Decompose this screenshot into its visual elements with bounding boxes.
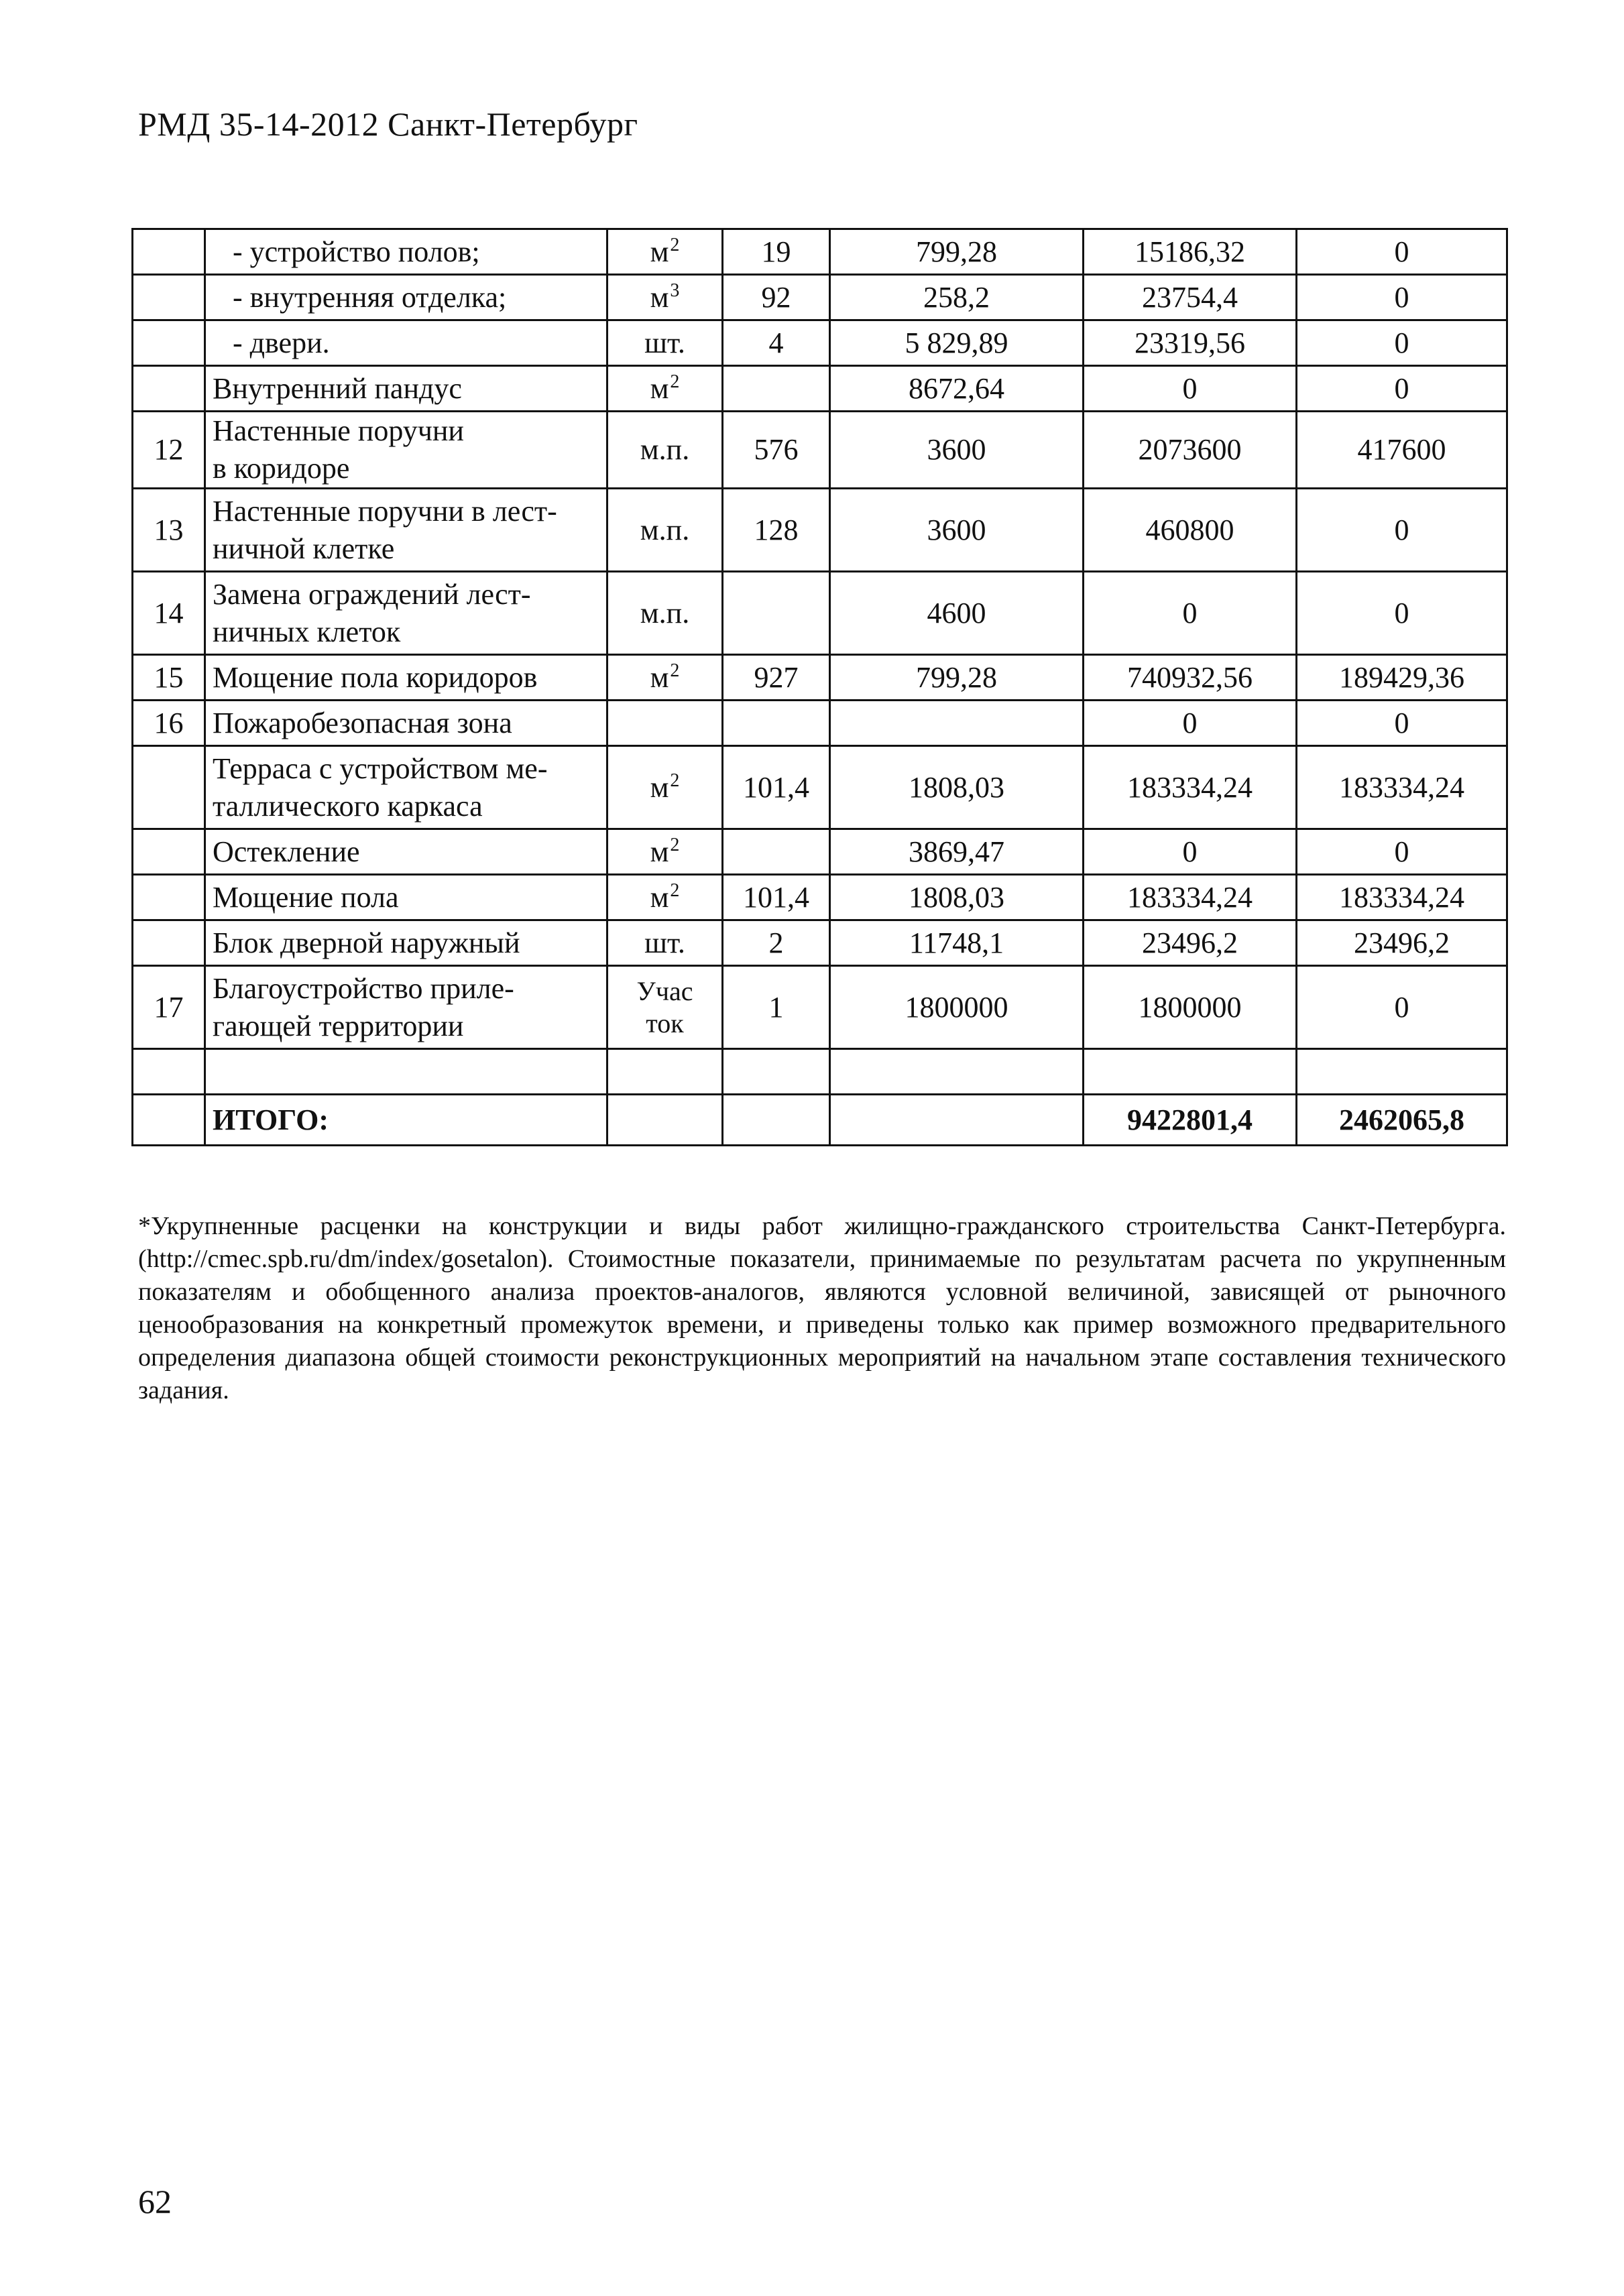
row-unit-price: 1808,03 — [830, 875, 1084, 920]
row-cost: 23754,4 — [1084, 275, 1297, 320]
row-quantity: 4 — [723, 320, 830, 366]
row-unit-line: Учас — [636, 975, 693, 1006]
row-cost-secondary: 0 — [1297, 701, 1507, 746]
table-row — [133, 489, 1507, 572]
table-row — [133, 875, 1507, 920]
row-cost: 183334,24 — [1084, 746, 1297, 829]
unit-superscript: 3 — [670, 280, 680, 301]
row-name-line: Настенные поручни в лест- — [213, 494, 557, 528]
row-name-line: - внутренняя отделка; — [233, 280, 507, 314]
unit-text: м — [650, 235, 669, 268]
row-name — [205, 746, 607, 829]
unit-text: м.п. — [640, 513, 690, 546]
row-unit — [607, 875, 723, 920]
row-cost-secondary: 2462065,8 — [1297, 1095, 1507, 1146]
row-name-line: Мощение пола — [213, 880, 399, 914]
row-name-line: ничных клеток — [213, 615, 401, 648]
row-cost-secondary: 0 — [1297, 966, 1507, 1049]
unit-superscript: 2 — [670, 234, 680, 255]
row-unit — [607, 920, 723, 966]
row-unit-price: 799,28 — [830, 655, 1084, 701]
row-name-line: Внутренний пандус — [213, 371, 462, 405]
row-cost: 0 — [1084, 572, 1297, 655]
row-name-line: Блок дверной наружный — [213, 926, 520, 959]
unit-text: м — [650, 660, 669, 694]
row-quantity — [723, 1049, 830, 1095]
row-name — [205, 655, 607, 701]
table-row — [133, 966, 1507, 1049]
row-quantity: 128 — [723, 489, 830, 572]
row-unit-price — [830, 701, 1084, 746]
unit-superscript: 2 — [670, 660, 680, 681]
row-number: 14 — [133, 572, 205, 655]
row-cost: 460800 — [1084, 489, 1297, 572]
row-unit-price: 3600 — [830, 489, 1084, 572]
unit-text: м.п. — [640, 596, 690, 629]
row-cost-secondary: 189429,36 — [1297, 655, 1507, 701]
row-unit — [607, 746, 723, 829]
row-name-line: Замена ограждений лест- — [213, 577, 531, 611]
row-unit-price: 3869,47 — [830, 829, 1084, 875]
table-row — [133, 1049, 1507, 1095]
row-name — [205, 229, 607, 275]
row-quantity: 576 — [723, 412, 830, 489]
row-name — [205, 320, 607, 366]
row-unit-price: 258,2 — [830, 275, 1084, 320]
table-row — [133, 1095, 1507, 1146]
table-row — [133, 366, 1507, 412]
row-cost: 0 — [1084, 366, 1297, 412]
row-quantity: 1 — [723, 966, 830, 1049]
row-number — [133, 875, 205, 920]
row-cost: 0 — [1084, 829, 1297, 875]
row-name — [205, 701, 607, 746]
row-number — [133, 1095, 205, 1146]
table-row — [133, 412, 1507, 489]
row-unit-price — [830, 1049, 1084, 1095]
row-number: 16 — [133, 701, 205, 746]
row-number: 15 — [133, 655, 205, 701]
row-unit-line: ток — [646, 1008, 684, 1038]
unit-superscript: 2 — [670, 770, 680, 791]
row-unit — [607, 412, 723, 489]
row-name — [205, 412, 607, 489]
row-unit — [607, 701, 723, 746]
table-row — [133, 275, 1507, 320]
row-name — [205, 875, 607, 920]
row-unit — [607, 572, 723, 655]
table-row — [133, 746, 1507, 829]
row-number — [133, 746, 205, 829]
row-quantity: 927 — [723, 655, 830, 701]
row-number: 13 — [133, 489, 205, 572]
row-cost-secondary: 0 — [1297, 229, 1507, 275]
row-quantity: 92 — [723, 275, 830, 320]
row-quantity — [723, 829, 830, 875]
row-cost: 23319,56 — [1084, 320, 1297, 366]
table-row — [133, 572, 1507, 655]
row-cost-secondary: 0 — [1297, 572, 1507, 655]
row-name-line: гающей территории — [213, 1009, 464, 1042]
row-unit-price: 3600 — [830, 412, 1084, 489]
cost-estimate-table — [131, 228, 1508, 1146]
row-unit-price — [830, 1095, 1084, 1146]
row-unit — [607, 275, 723, 320]
row-name-line: Остекление — [213, 835, 360, 868]
row-name — [205, 1095, 607, 1146]
row-name — [205, 366, 607, 412]
row-cost-secondary: 0 — [1297, 366, 1507, 412]
unit-text: шт. — [644, 926, 685, 959]
row-cost-secondary: 23496,2 — [1297, 920, 1507, 966]
row-cost: 23496,2 — [1084, 920, 1297, 966]
row-cost-secondary: 0 — [1297, 275, 1507, 320]
row-quantity: 101,4 — [723, 875, 830, 920]
row-quantity — [723, 572, 830, 655]
table-body — [133, 229, 1507, 1146]
row-cost: 740932,56 — [1084, 655, 1297, 701]
row-name — [205, 966, 607, 1049]
row-quantity: 2 — [723, 920, 830, 966]
row-cost-secondary: 183334,24 — [1297, 746, 1507, 829]
row-cost — [1084, 1049, 1297, 1095]
row-unit-price: 4600 — [830, 572, 1084, 655]
table-row — [133, 320, 1507, 366]
row-unit — [607, 320, 723, 366]
table-row — [133, 920, 1507, 966]
row-unit-price: 799,28 — [830, 229, 1084, 275]
row-unit — [607, 655, 723, 701]
table-row — [133, 229, 1507, 275]
row-name-line: Мощение пола коридоров — [213, 660, 538, 694]
row-name-line: Терраса с устройством ме- — [213, 751, 548, 785]
row-cost: 183334,24 — [1084, 875, 1297, 920]
row-cost-secondary: 0 — [1297, 829, 1507, 875]
row-number — [133, 1049, 205, 1095]
row-name — [205, 829, 607, 875]
page-header: РМД 35-14-2012 Санкт-Петербург — [138, 105, 638, 143]
unit-superscript: 2 — [670, 834, 680, 855]
row-number — [133, 829, 205, 875]
row-unit — [607, 489, 723, 572]
row-unit — [607, 829, 723, 875]
unit-text: шт. — [644, 326, 685, 359]
footnote: *Укрупненные расценки на конструкции и виды работ жилищно-гражданского строительства Санкт-Петербурга. (http://cmec.spb.ru/dm/index/gosetalon). Стоимостные показатели, принимаемые по результатам расчета по укрупненным показателям и обобщенного анализа проектов-аналогов, являются условной величиной, зависящей от рыночного ценообразования на конкретный промежуток времени, и приведены только как пример возможного предварительного определения диапазона общей стоимости реконструкционных мероприятий на начальном этапе составления технического задания. — [138, 1212, 1506, 1404]
row-quantity — [723, 701, 830, 746]
row-unit — [607, 1049, 723, 1095]
row-unit — [607, 366, 723, 412]
row-quantity — [723, 366, 830, 412]
row-quantity — [723, 1095, 830, 1146]
row-cost: 9422801,4 — [1084, 1095, 1297, 1146]
row-unit-price: 11748,1 — [830, 920, 1084, 966]
row-cost-secondary: 183334,24 — [1297, 875, 1507, 920]
row-name-line: ИТОГО: — [213, 1103, 329, 1136]
row-unit-price: 1808,03 — [830, 746, 1084, 829]
table-row — [133, 829, 1507, 875]
unit-text: м.п. — [640, 433, 690, 466]
unit-superscript: 2 — [670, 371, 680, 392]
row-name — [205, 920, 607, 966]
row-name-line: - двери. — [233, 326, 330, 359]
row-cost-secondary: 417600 — [1297, 412, 1507, 489]
table-row — [133, 655, 1507, 701]
row-name — [205, 489, 607, 572]
row-number — [133, 229, 205, 275]
row-cost-secondary: 0 — [1297, 320, 1507, 366]
row-unit — [607, 1095, 723, 1146]
row-cost-secondary — [1297, 1049, 1507, 1095]
row-number — [133, 320, 205, 366]
row-name-line: Пожаробезопасная зона — [213, 706, 512, 739]
row-name-line: Настенные поручни — [213, 414, 464, 447]
row-unit — [607, 229, 723, 275]
page-number: 62 — [138, 2183, 172, 2220]
unit-text: м — [650, 371, 669, 405]
row-name-line: Благоустройство приле- — [213, 971, 514, 1005]
row-number: 12 — [133, 412, 205, 489]
unit-text: м — [650, 280, 669, 314]
row-name-line: - устройство полов; — [233, 235, 480, 268]
unit-superscript: 2 — [670, 880, 680, 901]
row-number — [133, 366, 205, 412]
row-unit-price: 5 829,89 — [830, 320, 1084, 366]
table-row — [133, 701, 1507, 746]
row-name — [205, 275, 607, 320]
row-cost: 0 — [1084, 701, 1297, 746]
row-unit — [607, 966, 723, 1049]
row-number — [133, 920, 205, 966]
row-cost: 1800000 — [1084, 966, 1297, 1049]
row-number: 17 — [133, 966, 205, 1049]
row-name-line: в коридоре — [213, 452, 350, 485]
unit-text: м — [650, 835, 669, 868]
row-cost-secondary: 0 — [1297, 489, 1507, 572]
unit-text: м — [650, 880, 669, 914]
row-unit-price: 8672,64 — [830, 366, 1084, 412]
row-name-line: таллического каркаса — [213, 789, 483, 823]
row-quantity: 101,4 — [723, 746, 830, 829]
row-cost: 15186,32 — [1084, 229, 1297, 275]
row-name-line: ничной клетке — [213, 532, 395, 565]
row-number — [133, 275, 205, 320]
row-cost: 2073600 — [1084, 412, 1297, 489]
row-quantity: 19 — [723, 229, 830, 275]
unit-text: м — [650, 770, 669, 804]
row-name — [205, 572, 607, 655]
row-unit-price: 1800000 — [830, 966, 1084, 1049]
row-name — [205, 1049, 607, 1095]
